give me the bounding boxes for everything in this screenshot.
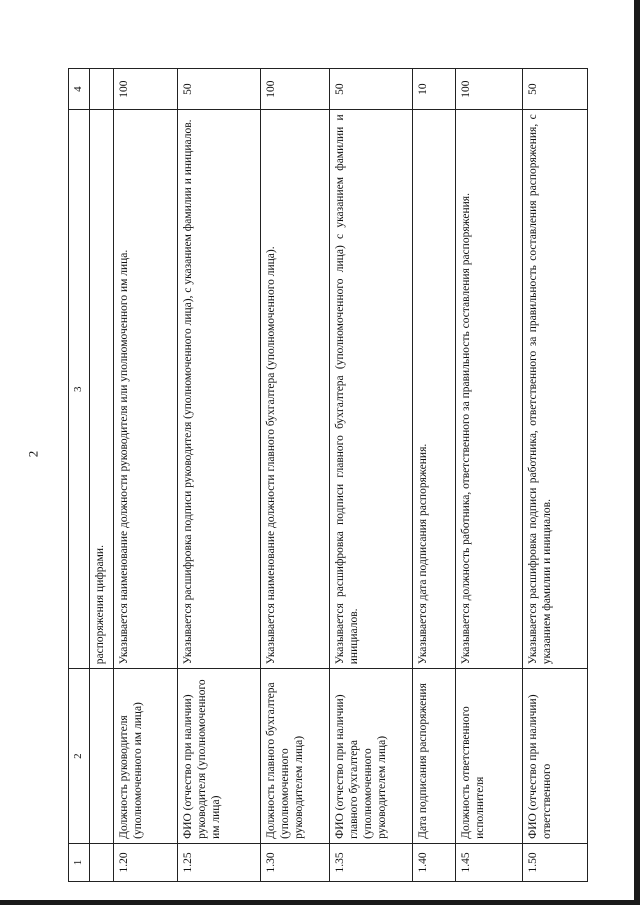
row-description: Указывается наименование должности руководителя или уполномоченного им лица.: [114, 110, 178, 669]
header-col-4: 4: [69, 69, 90, 110]
row-description: Указывается должность работника, ответственного за правильность составления распоряжения.: [455, 110, 522, 669]
row-number: 1.40: [412, 843, 455, 881]
row-name: Должность ответственного исполнителя: [455, 669, 522, 844]
row-number: [90, 843, 114, 881]
row-score: 50: [522, 69, 587, 110]
table-header-row: [69, 69, 90, 882]
requirements-table: [68, 68, 588, 882]
rotated-table-container: [68, 68, 588, 882]
row-name: Должность главного бухгалтера (уполномоченного руководителем лица): [261, 669, 329, 844]
table-row: [329, 69, 412, 882]
table-row: [522, 69, 587, 882]
row-score: [90, 69, 114, 110]
table-row: [455, 69, 522, 882]
row-number: 1.35: [329, 843, 412, 881]
row-score: 100: [261, 69, 329, 110]
header-col-1: 1: [69, 843, 90, 881]
row-number: 1.45: [455, 843, 522, 881]
table-row-continuation: [90, 69, 114, 882]
row-score: 50: [178, 69, 261, 110]
table-row: [261, 69, 329, 882]
row-number: 1.20: [114, 843, 178, 881]
page-number: 2: [25, 450, 41, 458]
row-score: 50: [329, 69, 412, 110]
row-name: ФИО (отчество при наличии) главного бухгалтера (уполномоченного руководителем лица): [329, 669, 412, 844]
row-name: Дата подписания распоряжения: [412, 669, 455, 844]
scan-edge-right: [634, 0, 640, 905]
row-description: Указывается расшифровка подписи работника, ответственного за правильность составления распоряжения, с указанием фамилии и инициалов.: [522, 110, 587, 669]
row-description: Указывается расшифровка подписи главного бухгалтера (уполномоченного лица) с указанием фамилии и инициалов.: [329, 110, 412, 669]
header-col-3: 3: [69, 110, 90, 669]
row-number: 1.25: [178, 843, 261, 881]
row-number: 1.50: [522, 843, 587, 881]
row-name: ФИО (отчество при наличии) ответственного: [522, 669, 587, 844]
row-score: 100: [114, 69, 178, 110]
row-description: Указывается расшифровка подписи руководителя (уполномоченного лица), с указанием фамилии и инициалов.: [178, 110, 261, 669]
row-score: 100: [455, 69, 522, 110]
row-description: Указывается дата подписания распоряжения.: [412, 110, 455, 669]
row-name: Должность руководителя (уполномоченного им лица): [114, 669, 178, 844]
header-col-2: 2: [69, 669, 90, 844]
row-number: 1.30: [261, 843, 329, 881]
scan-edge-bottom: [0, 900, 640, 905]
row-description: распоряжения цифрами.: [90, 110, 114, 669]
row-name: ФИО (отчество при наличии) руководителя (уполномоченного им лица): [178, 669, 261, 844]
row-name: [90, 669, 114, 844]
row-score: 10: [412, 69, 455, 110]
table-row: [114, 69, 178, 882]
table-row: [178, 69, 261, 882]
row-description: Указывается наименование должности главного бухгалтера (уполномоченного лица).: [261, 110, 329, 669]
table-row: [412, 69, 455, 882]
